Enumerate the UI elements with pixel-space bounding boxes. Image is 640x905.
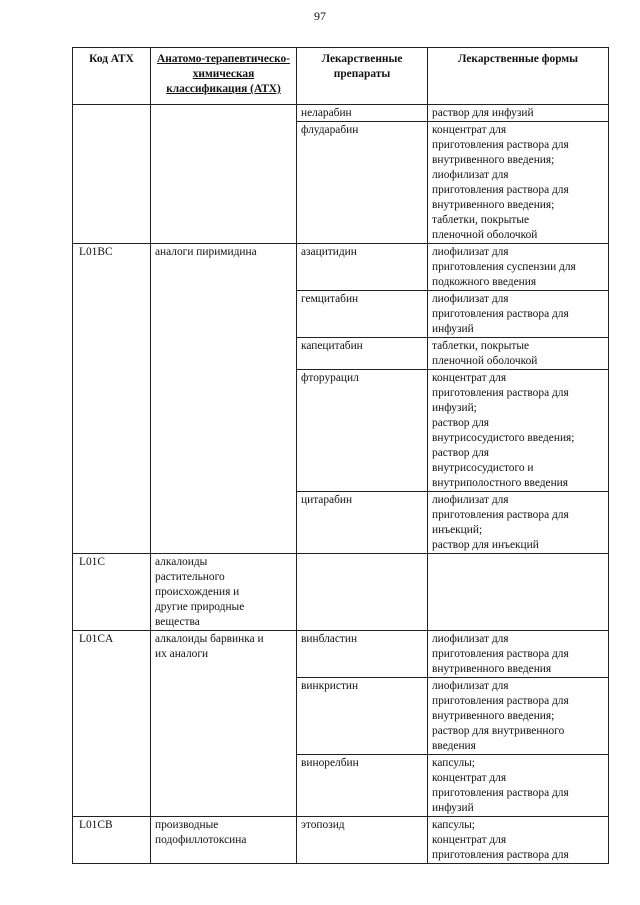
table-header-row	[73, 48, 609, 105]
cell-drug: флударабин	[297, 122, 428, 244]
cell-forms: концентрат для приготовления раствора для внутривенного введения; лиофилизат для приготовления раствора для внутривенного введения; таблетки, покрытые пленочной оболочкой	[428, 122, 609, 244]
table-row	[73, 244, 609, 291]
header-class: Анатомо-терапевтическо-химическая классификация (АТХ)	[151, 48, 297, 105]
cell-code	[73, 105, 151, 244]
cell-class: аналоги пиримидина	[151, 244, 297, 554]
cell-drug: винкристин	[297, 678, 428, 755]
cell-forms: лиофилизат для приготовления раствора для инфузий	[428, 291, 609, 338]
cell-code: L01CA	[73, 631, 151, 817]
cell-class: производные подофиллотоксина	[151, 817, 297, 864]
cell-code: L01C	[73, 554, 151, 631]
page-number: 97	[314, 9, 326, 23]
header-code: Код АТХ	[73, 48, 151, 105]
cell-class: алкалоиды барвинка и их аналоги	[151, 631, 297, 817]
cell-drug: винбластин	[297, 631, 428, 678]
cell-drug: этопозид	[297, 817, 428, 864]
cell-drug: капецитабин	[297, 338, 428, 370]
table-row	[73, 817, 609, 864]
cell-forms: лиофилизат для приготовления раствора для инъекций; раствор для инъекций	[428, 492, 609, 554]
cell-drug: неларабин	[297, 105, 428, 122]
cell-forms: лиофилизат для приготовления раствора для внутривенного введения	[428, 631, 609, 678]
header-forms: Лекарственные формы	[428, 48, 609, 105]
cell-drug	[297, 554, 428, 631]
cell-forms: концентрат для приготовления раствора для инфузий; раствор для внутрисосудистого введения; раствор для внутрисосудистого и внутриполостного введения	[428, 370, 609, 492]
cell-forms: капсулы; концентрат для приготовления раствора для	[428, 817, 609, 864]
cell-drug: гемцитабин	[297, 291, 428, 338]
cell-class	[151, 105, 297, 244]
cell-forms: капсулы; концентрат для приготовления раствора для инфузий	[428, 755, 609, 817]
cell-forms: лиофилизат для приготовления суспензии для подкожного введения	[428, 244, 609, 291]
cell-drug: винорелбин	[297, 755, 428, 817]
cell-code: L01BC	[73, 244, 151, 554]
cell-forms: раствор для инфузий	[428, 105, 609, 122]
cell-drug: цитарабин	[297, 492, 428, 554]
cell-drug: азацитидин	[297, 244, 428, 291]
cell-forms: таблетки, покрытые пленочной оболочкой	[428, 338, 609, 370]
cell-code: L01CB	[73, 817, 151, 864]
atc-table	[72, 47, 609, 864]
table-row	[73, 554, 609, 631]
table-row	[73, 105, 609, 122]
header-drugs: Лекарственные препараты	[297, 48, 428, 105]
cell-drug: фторурацил	[297, 370, 428, 492]
cell-forms: лиофилизат для приготовления раствора для внутривенного введения; раствор для внутривенного введения	[428, 678, 609, 755]
cell-class: алкалоиды растительного происхождения и другие природные вещества	[151, 554, 297, 631]
table-row	[73, 631, 609, 678]
cell-forms	[428, 554, 609, 631]
